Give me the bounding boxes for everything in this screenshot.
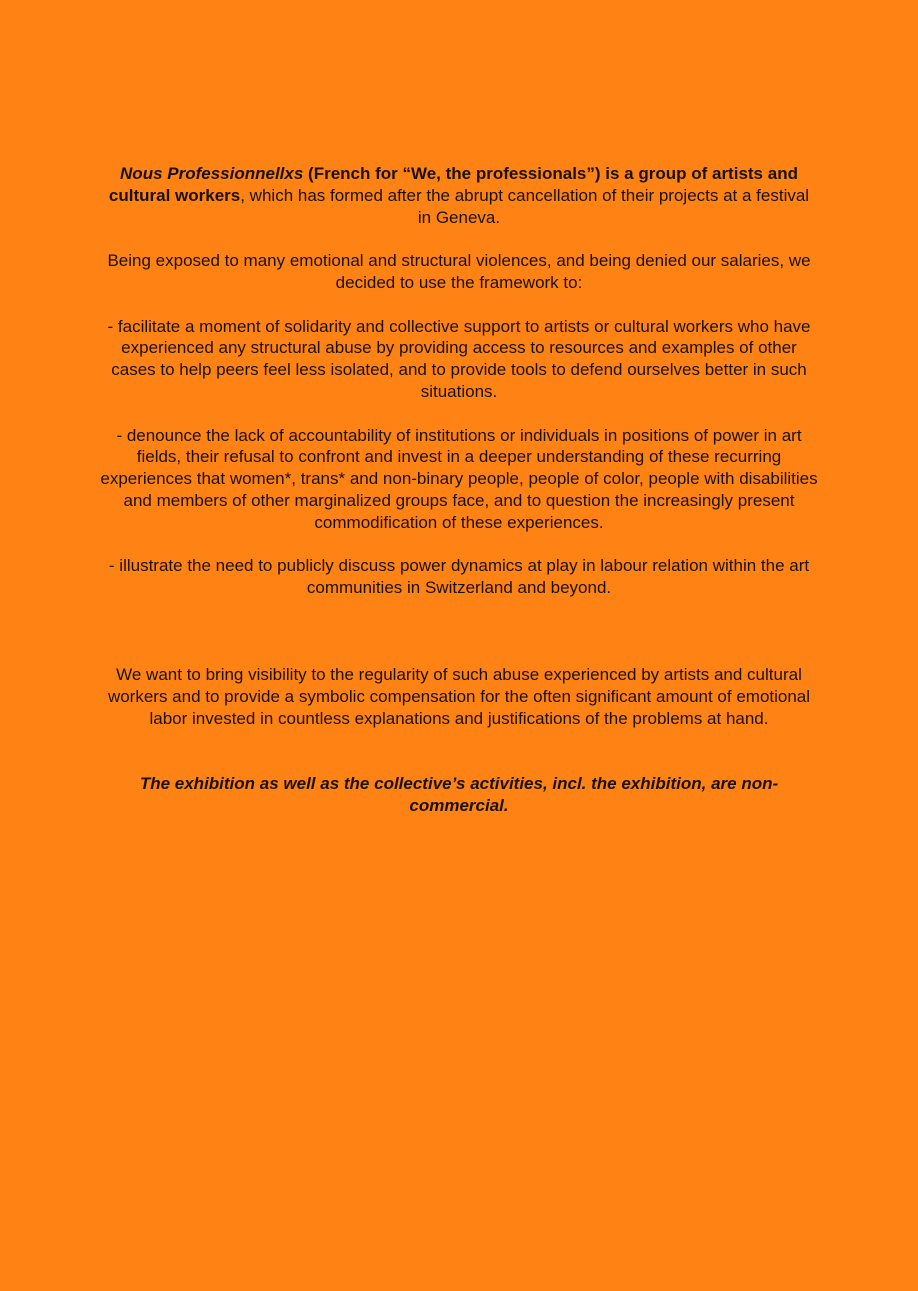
goal-illustrate: - illustrate the need to publicly discuss power dynamics at play in labour relation within the art communities in Switzerland and beyond. <box>108 556 810 598</box>
group-name: Nous Professionnellxs <box>120 164 304 183</box>
group-description: (French for “We, the professionals”) is a group of artists and cultural workers <box>108 164 798 205</box>
document-body <box>100 163 818 817</box>
goal-solidarity: - facilitate a moment of solidarity and collective support to artists or cultural workers who have experienced any structural abuse by providing access to resources and examples of other cases to help peers feel less isolated, and to provide tools to defend ourselves better in such situations. <box>107 316 811 401</box>
visibility-paragraph: We want to bring visibility to the regularity of such abuse experienced by artists and cultural workers and to provide a symbolic compensation for the often significant amount of emotional labor invested in countless explanations and justifications of the problems at hand. <box>107 665 811 728</box>
context-paragraph: Being exposed to many emotional and structural violences, and being denied our salaries, we decided to use the framework to: <box>107 251 811 292</box>
goal-denounce: - denounce the lack of accountability of institutions or individuals in positions of power in art fields, their refusal to confront and invest in a deeper understanding of these recurring experiences that women*, trans* and non-binary people, people of color, people with disabilities and members of other marginalized groups face, and to question the increasingly present commodification of these experiences. <box>100 425 818 532</box>
non-commercial-disclaimer: The exhibition as well as the collective’s activities, incl. the exhibition, are non-commercial. <box>139 774 779 816</box>
intro-paragraph <box>100 163 818 228</box>
intro-rest: , which has formed after the abrupt cancellation of their projects at a festival in Geneva. <box>240 185 810 227</box>
